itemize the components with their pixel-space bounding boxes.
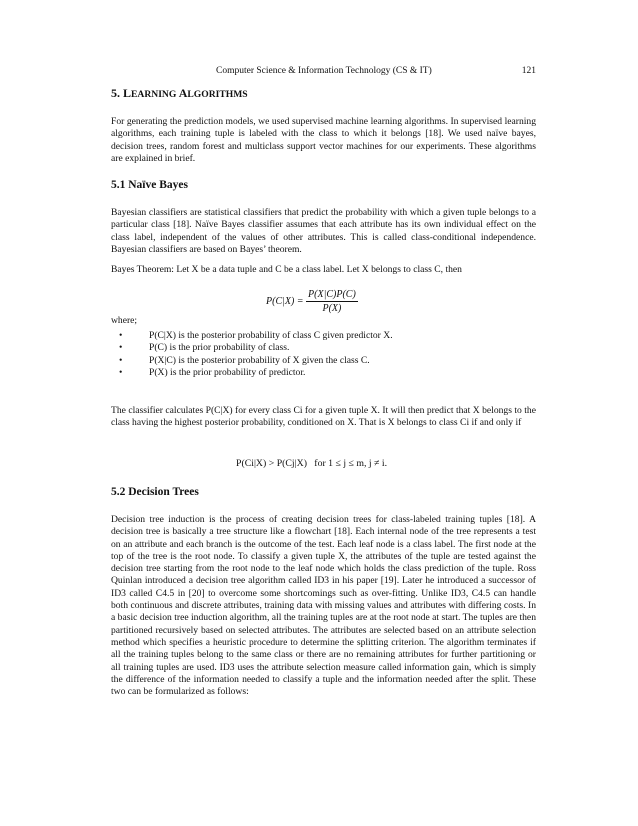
section-5-heading [111, 86, 248, 101]
where-label: where; [111, 315, 138, 326]
heading-number: 5. L [111, 86, 132, 100]
journal-title: Computer Science & Information Technology (CS & IT) [216, 66, 432, 76]
section-5-1-heading: 5.1 Naïve Bayes [111, 179, 188, 191]
list-item [111, 355, 393, 367]
heading-part-b: A [178, 86, 188, 100]
decision-trees-paragraph: Decision tree induction is the process of creating decision trees for class-labeled training tuples [18]. A decision tree is basically a tree structure like a flowchart [18]. Each internal node of the tree represents a test on an attribute and each branch is the outcome of the test. Each leaf node is a class label. The first node at the top of the tree is the root node. To classify a given tuple X, the attributes of the tuple are tested against the decision tree starting from the root node to the leaf node which holds the class prediction of the tuple. Ross Quinlan introduced a decision tree algorithm called ID3 in his paper [19]. Later he introduced a successor of ID3 called C4.5 in [20] to overcome some shortcomings such as over-fitting. Unlike ID3, C4.5 can handle both continuous and discrete attributes, training data with missing values and attributes with differing costs. In a basic decision tree induction algorithm, all the training tuples are at the root node at start. The tuples are then partitioned recursively based on selected attributes. The attributes are selected based on an attribute selection method which specifies a heuristic procedure to determine the splitting criterion. The algorithm terminates if all the training tuples belong to the same class or there are no remaining attributes for further partitioning or all training tuples are used. ID3 uses the attribute selection measure called information gain, which is simply the difference of the information needed to classify a tuple and the information needed after the split. These two can be formularized as follows: [111, 514, 536, 698]
list-item-text: P(X|C) is the posterior probability of X given the class C. [149, 354, 370, 366]
list-item-text: P(C) is the prior probability of class. [149, 342, 290, 354]
list-item-text: P(C|X) is the posterior probability of class C given predictor X. [149, 330, 393, 341]
bullet-icon: • [119, 342, 123, 354]
section-5-paragraph: For generating the prediction models, we used supervised machine learning algorithms. In supervised learning algorithms, each training tuple is labeled with the class to which it belongs [18]. We used naïve bayes, decision trees, random forest and multiclass support vector machines for our experiments. These algorithms are explained in brief. [111, 116, 536, 164]
list-item [111, 367, 393, 379]
bullet-icon: • [119, 354, 123, 366]
classifier-paragraph: The classifier calculates P(C|X) for every class Ci for a given tuple X. It will then predict that X belongs to the class having the highest posterior probability, conditioned on X. That is X belongs to class Ci if and only if [111, 405, 536, 429]
list-item-text: P(X) is the prior probability of predictor. [149, 366, 306, 378]
list-item [111, 330, 393, 342]
heading-part-a: EARNING [131, 89, 179, 100]
bayes-theorem-intro: Bayes Theorem: Let X be a data tuple and C be a class label. Let X belongs to class C, then [111, 264, 462, 275]
naive-bayes-paragraph: Bayesian classifiers are statistical classifiers that predict the probability with which a given tuple belongs to a particular class [18]. Naïve Bayes classifier assumes that each attribute has its own individual effect on the class label, independent of the values of other attributes. This is called class-conditional independence. Bayesian classifiers are based on Bayes’ theorem. [111, 207, 536, 255]
decision-rule-inequality: P(Ci|X) > P(Cj|X) for 1 ≤ j ≤ m, j ≠ i. [236, 458, 388, 469]
bullet-icon: • [119, 330, 123, 341]
list-item [111, 342, 393, 354]
heading-part-c: LGORITHMS [187, 89, 248, 100]
equation-numerator: P(X|C)P(C) [308, 289, 356, 300]
equation-fraction [306, 289, 358, 314]
bullet-icon: • [119, 366, 123, 378]
section-5-2-heading: 5.2 Decision Trees [111, 486, 199, 498]
equation-denominator: P(X) [322, 303, 342, 314]
bayes-equation [266, 289, 358, 314]
page-number: 121 [521, 66, 536, 76]
equation-lhs: P(C|X) = [266, 295, 304, 307]
bayes-terms-list [111, 330, 393, 379]
